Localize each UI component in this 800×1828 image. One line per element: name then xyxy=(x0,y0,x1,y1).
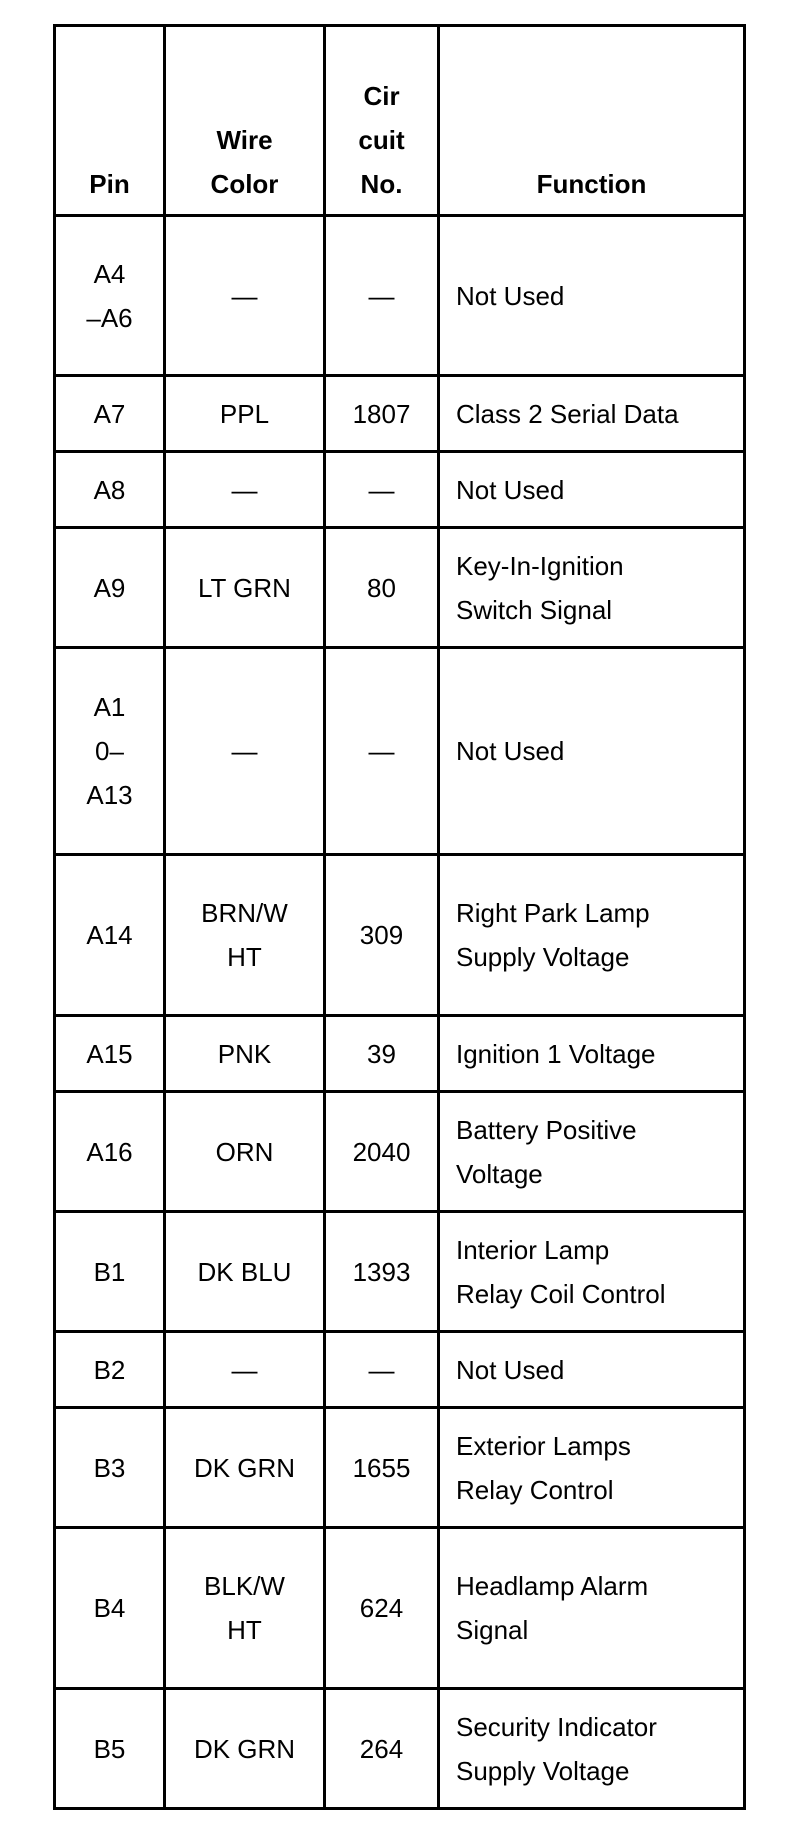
wire-color-cell xyxy=(165,1092,325,1212)
function-cell-line: Relay Control xyxy=(456,1474,614,1505)
circuit-no-cell-line: 39 xyxy=(367,1038,396,1069)
function-cell-line: Not Used xyxy=(456,1354,565,1385)
pin-cell-line: B1 xyxy=(93,1256,126,1287)
circuit-no-cell-line: 2040 xyxy=(352,1136,411,1167)
function-cell-line: Key-In-Ignition xyxy=(456,550,624,581)
wire-color-cell-line: HT xyxy=(227,942,262,972)
pin-cell xyxy=(55,855,165,1016)
pin-assignment-table xyxy=(53,24,746,1810)
function-cell-line: Not Used xyxy=(456,736,565,766)
header-circuit-no-line-2: cuit xyxy=(358,125,405,155)
function-cell-line: Signal xyxy=(456,1615,529,1645)
pin-cell xyxy=(55,452,165,528)
wire-color-cell xyxy=(165,376,325,452)
function-cell xyxy=(439,1332,745,1408)
table-row xyxy=(55,1332,745,1408)
wire-color-cell-line: — xyxy=(231,280,258,311)
circuit-no-cell xyxy=(325,648,439,855)
wire-color-cell-line: HT xyxy=(227,1615,262,1645)
function-cell-line: Not Used xyxy=(456,280,565,311)
header-wire-color xyxy=(165,26,325,216)
circuit-no-cell xyxy=(325,1408,439,1528)
function-cell xyxy=(439,855,745,1016)
pin-cell-line: A8 xyxy=(93,474,126,505)
circuit-no-cell xyxy=(325,528,439,648)
circuit-no-cell xyxy=(325,452,439,528)
function-cell-line: Right Park Lamp xyxy=(456,898,650,928)
pin-cell xyxy=(55,1528,165,1689)
wire-color-cell-line: DK BLU xyxy=(197,1256,292,1287)
wire-color-cell-line: — xyxy=(231,474,258,505)
table-row xyxy=(55,1016,745,1092)
wire-color-cell-line: BRN/W xyxy=(201,898,288,928)
table-row xyxy=(55,855,745,1016)
function-cell-line: Switch Signal xyxy=(456,594,613,625)
pin-cell-line: –A6 xyxy=(86,302,133,333)
circuit-no-cell xyxy=(325,1332,439,1408)
table-row xyxy=(55,1212,745,1332)
circuit-no-cell-line: 1807 xyxy=(352,398,411,429)
table-row xyxy=(55,1092,745,1212)
function-cell-line: Relay Coil Control xyxy=(456,1278,666,1309)
wire-color-cell-line: LT GRN xyxy=(198,572,291,603)
circuit-no-cell-line: 80 xyxy=(367,572,396,603)
circuit-no-cell-line: — xyxy=(368,736,395,766)
circuit-no-cell-line: 1393 xyxy=(352,1256,411,1287)
table-row xyxy=(55,1689,745,1809)
pin-cell-line: A7 xyxy=(93,398,126,429)
table-row xyxy=(55,452,745,528)
table-row xyxy=(55,376,745,452)
function-cell xyxy=(439,1689,745,1809)
header-circuit-no xyxy=(325,26,439,216)
circuit-no-cell-line: — xyxy=(368,474,395,505)
wire-color-cell xyxy=(165,1528,325,1689)
table-header-row xyxy=(55,26,745,216)
wire-color-cell xyxy=(165,528,325,648)
circuit-no-cell xyxy=(325,1212,439,1332)
circuit-no-cell xyxy=(325,1092,439,1212)
pin-cell-line: 0– xyxy=(95,736,124,766)
function-cell-line: Supply Voltage xyxy=(456,1755,630,1786)
header-wire-color-line-2: Color xyxy=(210,169,279,199)
wire-color-cell xyxy=(165,452,325,528)
function-cell-line: Ignition 1 Voltage xyxy=(456,1038,656,1069)
wire-color-cell-line: — xyxy=(231,1354,258,1385)
function-cell xyxy=(439,1528,745,1689)
circuit-no-cell xyxy=(325,216,439,376)
pin-cell-line: A13 xyxy=(86,780,133,810)
header-wire-color-line-1: Wire xyxy=(216,125,273,155)
pin-cell-line: A4 xyxy=(93,258,126,289)
wire-color-cell xyxy=(165,216,325,376)
pin-cell-line: A9 xyxy=(93,572,126,603)
pin-cell xyxy=(55,1016,165,1092)
function-cell xyxy=(439,376,745,452)
pin-cell xyxy=(55,1092,165,1212)
table-body xyxy=(55,216,745,1809)
function-cell-line: Exterior Lamps xyxy=(456,1430,631,1461)
wire-color-cell-line: BLK/W xyxy=(204,1571,285,1601)
wire-color-cell xyxy=(165,1016,325,1092)
circuit-no-cell-line: 624 xyxy=(359,1593,404,1623)
pin-cell xyxy=(55,216,165,376)
circuit-no-cell-line: 1655 xyxy=(352,1452,411,1483)
header-pin: Pin xyxy=(55,26,165,216)
header-function: Function xyxy=(439,26,745,216)
circuit-no-cell xyxy=(325,1016,439,1092)
function-cell-line: Supply Voltage xyxy=(456,942,630,972)
wire-color-cell xyxy=(165,1332,325,1408)
function-cell-line: Interior Lamp xyxy=(456,1234,610,1265)
pin-cell-line: A1 xyxy=(93,692,126,722)
pin-cell xyxy=(55,1689,165,1809)
function-cell xyxy=(439,1212,745,1332)
wire-color-cell-line: DK GRN xyxy=(193,1452,296,1483)
function-cell xyxy=(439,452,745,528)
wire-color-cell xyxy=(165,648,325,855)
table-row xyxy=(55,648,745,855)
pin-cell xyxy=(55,1408,165,1528)
circuit-no-cell xyxy=(325,855,439,1016)
table-row xyxy=(55,216,745,376)
circuit-no-cell-line: 309 xyxy=(359,920,404,950)
pin-cell xyxy=(55,1332,165,1408)
wire-color-cell xyxy=(165,1689,325,1809)
table-row xyxy=(55,528,745,648)
function-cell-line: Class 2 Serial Data xyxy=(456,398,679,429)
wire-color-cell-line: DK GRN xyxy=(193,1733,296,1764)
circuit-no-cell xyxy=(325,1528,439,1689)
wire-color-cell-line: PPL xyxy=(219,398,270,429)
function-cell-line: Voltage xyxy=(456,1158,543,1189)
table-row xyxy=(55,1408,745,1528)
wire-color-cell-line: — xyxy=(231,736,258,766)
function-cell xyxy=(439,216,745,376)
pin-cell-line: B5 xyxy=(93,1733,126,1764)
pin-cell xyxy=(55,1212,165,1332)
pin-cell-line: B4 xyxy=(93,1593,126,1623)
pin-cell-line: B3 xyxy=(93,1452,126,1483)
function-cell-line: Battery Positive xyxy=(456,1114,637,1145)
wire-color-cell-line: PNK xyxy=(217,1038,272,1069)
wire-color-cell xyxy=(165,1212,325,1332)
function-cell xyxy=(439,648,745,855)
function-cell xyxy=(439,528,745,648)
circuit-no-cell-line: — xyxy=(368,280,395,311)
pin-cell xyxy=(55,528,165,648)
pin-cell xyxy=(55,648,165,855)
function-cell-line: Security Indicator xyxy=(456,1711,657,1742)
circuit-no-cell-line: 264 xyxy=(359,1733,404,1764)
header-circuit-no-line-1: Cir xyxy=(363,81,400,111)
pin-cell-line: A15 xyxy=(86,1038,133,1069)
table-row xyxy=(55,1528,745,1689)
wire-color-cell xyxy=(165,1408,325,1528)
function-cell xyxy=(439,1016,745,1092)
function-cell-line: Not Used xyxy=(456,474,565,505)
circuit-no-cell xyxy=(325,376,439,452)
pin-cell-line: A16 xyxy=(86,1136,133,1167)
wire-color-cell-line: ORN xyxy=(215,1136,274,1167)
pin-cell-line: A14 xyxy=(86,920,133,950)
function-cell-line: Headlamp Alarm xyxy=(456,1571,649,1601)
wire-color-cell xyxy=(165,855,325,1016)
circuit-no-cell-line: — xyxy=(368,1354,395,1385)
pin-cell-line: B2 xyxy=(93,1354,126,1385)
function-cell xyxy=(439,1408,745,1528)
header-circuit-no-line-3: No. xyxy=(360,169,403,199)
pin-cell xyxy=(55,376,165,452)
circuit-no-cell xyxy=(325,1689,439,1809)
function-cell xyxy=(439,1092,745,1212)
